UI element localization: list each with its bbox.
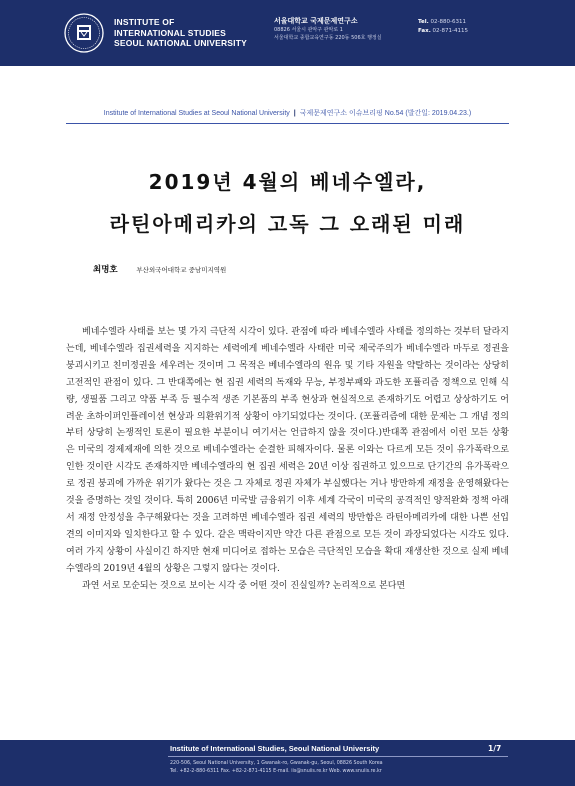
- article-body: [66, 324, 509, 595]
- author-name: 최명호: [93, 265, 118, 275]
- korean-address-block: [274, 16, 382, 42]
- author-affiliation: 부산외국어대학교 중남미지역원: [136, 266, 227, 274]
- fax-value: 02-871-4115: [432, 28, 469, 34]
- footer-banner: [0, 740, 575, 786]
- series-issue-info: 국제문제연구소 이슈브리핑 No.54 (발간일: 2019.04.23.): [299, 110, 472, 117]
- header-banner: [0, 0, 575, 66]
- contact-block: [418, 18, 468, 36]
- title-line-1: 2019년 4월의 베네수엘라,: [148, 170, 427, 194]
- footer-divider: [168, 756, 508, 757]
- series-institute: Institute of International Studies at Seoul National University: [103, 110, 290, 117]
- institute-en-line-3: SEOUL NATIONAL UNIVERSITY: [114, 38, 247, 48]
- address-kr-line-2: 서울대학교 종합교육연구동 220동 506호 행정실: [274, 34, 382, 41]
- institute-korean-name: 서울대학교 국제문제연구소: [274, 17, 358, 25]
- tel-value: 02-880-6311: [430, 19, 466, 25]
- footer-address: [170, 760, 383, 776]
- footer-title: Institute of International Studies, Seoul National University: [170, 744, 380, 753]
- institute-en-line-1: INSTITUTE OF: [114, 17, 175, 27]
- top-divider: [66, 123, 509, 124]
- tel-label: Tel.: [418, 19, 429, 25]
- address-kr-line-1: 08826 서울시 관악구 관악로 1: [274, 27, 343, 33]
- body-paragraph-1: 베네수엘라 사태를 보는 몇 가지 극단적 시각이 있다. 관점에 따라 베네수엘라 사태를 정의하는 것부터 달라지는데, 베네수엘라 집권세력을 지지하는 세력에게 베네수엘라 사태란 미국 제국주의가 베네수엘라 마두로 정권을 붕괴시키고 친미정권을 세우려는 것이며 그 목적은 베네수엘라의 원유 및 기타 자원을 약탈하는 것이라는 상당히 고전적인 관점이 있다. 그 반대쪽에는 현 집권 세력의 독재와 무능, 부정부패와 과도한 포퓰리즘 정책으로 인해 식량, 생필품 그리고 약품 부족 등 필수적 생존 기본품의 부족 현상과 현실적으로 존재하기도 어렵고 상상하기도 어려운 초하이퍼인플레이션 현상과 의환위기적 상황이 야기되었다는 것이다. (포퓰리즘에 대한 문제는 그 개념 정의부터 상당히 논쟁적인 토론이 필요한 부분이니 여기서는 언급하지 않을 것이다.)반대쪽 관점에서 이런 모든 상황은 미국의 경제제재에 의한 것으로 베네수엘라는 순결한 피해자이다. 물론 이와는 다르게 모든 것이 유가폭락으로 인한 것이란 시각도 존재하지만 베네수엘라의 현 집권 세력은 20년 이상 집권하고 있으므로 단기간의 유가폭락으로 정권 붕괴에 가까운 위기가 왔다는 것은 그 자체로 정권 자체가 부실했다는 거나 방만하게 재정을 운영해왔다는 것을 증명하는 것일 것이다. 특히 2006년 미국발 금융위기 이후 세계 각국이 미국의 공격적인 양적완화 정책 아래서 재정 안정성을 추구해왔다는 것을 고려하면 베네수엘라 집권 세력의 방만함은 라틴아메리카에 대한 나쁜 선입견의 이미지와 일치한다고 할 수 있다. 같은 맥락이지만 약간 다른 관점으로 모든 것이 과장되었다는 시각도 있다. 여러 가지 상황이 사실이긴 하지만 현재 미디어로 접하는 모습은 극단적인 모습을 확대 재생산한 것으로 실제 베네수엘라의 2019년 4월의 상황은 그렇지 않다는 것이다.: [66, 327, 509, 574]
- series-separator: |: [293, 110, 296, 117]
- title-line-2: 라틴아메리카의 고독 그 오래된 미래: [109, 212, 466, 236]
- institute-english-name: [114, 17, 247, 49]
- body-paragraph-2: 과연 서로 모순되는 것으로 보이는 시각 중 어떤 것이 진실일까? 논리적으로 본다면: [82, 580, 406, 591]
- series-line: [0, 108, 575, 118]
- author-line: [93, 263, 226, 275]
- institute-en-line-2: INTERNATIONAL STUDIES: [114, 27, 227, 38]
- page-number: 1/7: [488, 744, 502, 753]
- footer-address-line-2: Tel. +82-2-880-6311 Fax. +82-2-871-4115 E-mail. iis@snuiis.re.kr Web. www.snuiis.re.kr: [170, 769, 382, 774]
- fax-label: Fax.: [418, 28, 431, 34]
- snu-logo-icon: [64, 13, 104, 53]
- footer-address-line-1: 220-506, Seoul National University, 1 Gwanak-ro, Gwanak-gu, Seoul, 08826 South Korea: [170, 761, 383, 766]
